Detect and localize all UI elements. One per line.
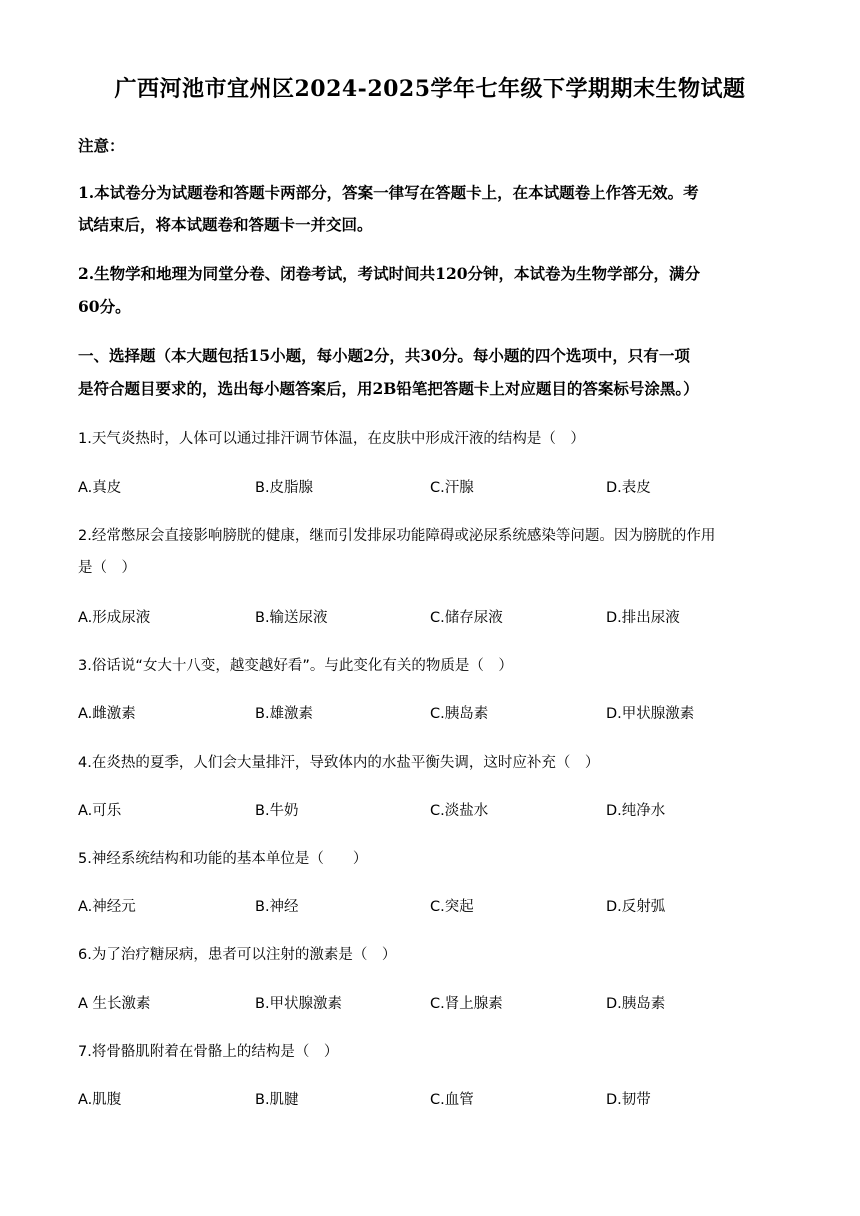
question-7-option-d: D.韧带 [606, 1092, 651, 1108]
question-2-option-b: B.输送尿液 [255, 610, 328, 626]
page-title: 广西河池市宜州区2024-2025学年七年级下学期期末生物试题 [114, 76, 746, 102]
question-1-option-a: A.真皮 [78, 480, 122, 496]
question-1-stem: 1.天气炎热时，人体可以通过排汗调节体温，在皮肤中形成汗液的结构是（ ） [78, 431, 585, 447]
question-4-option-d: D.纯净水 [606, 803, 666, 819]
question-2-option-d: D.排出尿液 [606, 610, 680, 626]
question-4-stem: 4.在炎热的夏季，人们会大量排汗，导致体内的水盐平衡失调，这时应补充（ ） [78, 755, 600, 771]
question-4-option-c: C.淡盐水 [430, 803, 489, 819]
question-5-option-b: B.神经 [255, 899, 299, 915]
notice-item-1-line-2: 试结束后，将本试题卷和答题卡一并交回。 [78, 215, 373, 234]
question-7-stem: 7.将骨骼肌附着在骨骼上的结构是（ ） [78, 1044, 339, 1060]
question-7-option-b: B.肌腱 [255, 1092, 299, 1108]
notice-label: 注意： [78, 136, 125, 155]
question-2-stem-line-1: 2.经常憋尿会直接影响膀胱的健康，继而引发排尿功能障碍或泌尿系统感染等问题。因为膀胱的作用 [78, 528, 716, 544]
question-1-option-d: D.表皮 [606, 480, 651, 496]
question-5-option-d: D.反射弧 [606, 899, 666, 915]
question-4-option-a: A.可乐 [78, 803, 122, 819]
question-2-stem-line-2: 是（ ） [78, 560, 136, 576]
question-6-option-b: B.甲状腺激素 [255, 996, 343, 1012]
question-2-option-a: A.形成尿液 [78, 610, 151, 626]
question-6-option-c: C.肾上腺素 [430, 996, 503, 1012]
question-5-option-a: A.神经元 [78, 899, 136, 915]
question-4-option-b: B.牛奶 [255, 803, 299, 819]
question-2-option-c: C.储存尿液 [430, 610, 503, 626]
question-3-stem: 3.俗话说“女大十八变，越变越好看”。与此变化有关的物质是（ ） [78, 658, 513, 674]
question-1-option-b: B.皮脂腺 [255, 480, 314, 496]
question-5-option-c: C.突起 [430, 899, 474, 915]
section-heading-line-1: 一、选择题（本大题包括15小题，每小题2分，共30分。每小题的四个选项中，只有一项 [78, 346, 690, 365]
question-7-option-c: C.血管 [430, 1092, 474, 1108]
question-6-option-a: A 生长激素 [78, 996, 151, 1012]
section-heading-line-2: 是符合题目要求的，选出每小题答案后，用2B铅笔把答题卡上对应题目的答案标号涂黑。） [78, 379, 699, 398]
question-3-option-b: B.雄激素 [255, 706, 314, 722]
notice-item-1-line-1: 1.本试卷分为试题卷和答题卡两部分，答案一律写在答题卡上，在本试题卷上作答无效。考 [78, 183, 699, 202]
question-1-option-c: C.汗腺 [430, 480, 474, 496]
question-3-option-d: D.甲状腺激素 [606, 706, 695, 722]
notice-item-2-line-2: 60分。 [78, 297, 131, 316]
question-3-option-a: A.雌激素 [78, 706, 136, 722]
question-6-stem: 6.为了治疗糖尿病，患者可以注射的激素是（ ） [78, 947, 397, 963]
notice-item-2-line-1: 2.生物学和地理为同堂分卷、闭卷考试，考试时间共120分钟，本试卷为生物学部分，满分 [78, 264, 701, 283]
question-5-stem: 5.神经系统结构和功能的基本单位是（ ） [78, 851, 368, 867]
question-3-option-c: C.胰岛素 [430, 706, 489, 722]
question-6-option-d: D.胰岛素 [606, 996, 666, 1012]
question-7-option-a: A.肌腹 [78, 1092, 122, 1108]
